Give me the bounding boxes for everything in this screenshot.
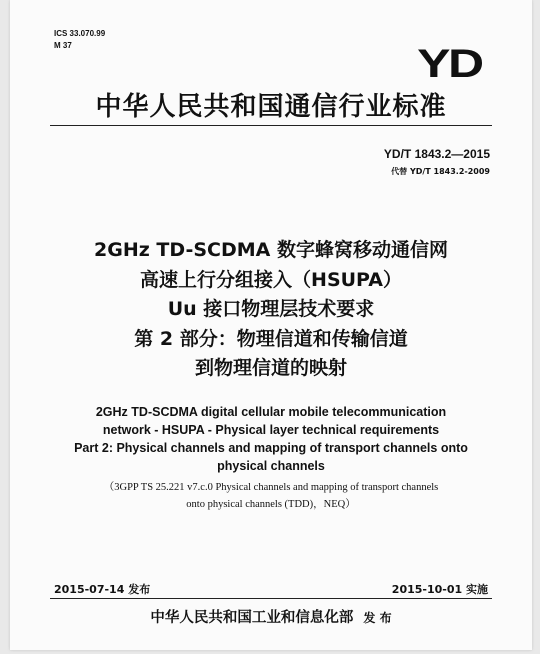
chinese-title-line: 高速上行分组接入（HSUPA） [140,268,402,291]
issuer-name: 中华人民共和国工业和信息化部 [150,610,354,626]
chinese-title [10,236,532,384]
publish-date: 2015-07-14 发布 [54,583,151,596]
chinese-title-line: 2GHz TD-SCDMA 数字蜂窝移动通信网 [94,239,448,261]
reference-note [10,479,532,513]
standard-code: YD/T 1843.2—2015 [383,147,490,161]
replaces-note: 代替 YD/T 1843.2-2009 [391,167,490,176]
english-title-line: Part 2: Physical channels and mapping of transport channels onto [74,441,468,455]
classification-code: M 37 [54,41,72,50]
chinese-title-line: 第 2 部分：物理信道和传输信道 [134,327,408,350]
standard-cover-page [10,0,532,650]
english-title [10,403,532,475]
issuer-suffix: 发 布 [363,611,392,625]
chinese-title-line: Uu 接口物理层技术要求 [167,298,375,320]
header-divider [50,125,492,126]
english-title-line: 2GHz TD-SCDMA digital cellular mobile telecommunication [95,405,447,419]
reference-line: （3GPP TS 25.221 v7.c.0 Physical channels and mapping of transport channels [103,482,439,493]
reference-line: onto physical channels (TDD)，NEQ） [186,499,356,510]
english-title-line: network - HSUPA - Physical layer technical requirements [102,423,440,437]
english-title-line: physical channels [217,459,325,473]
issuer [10,606,532,627]
ics-number: ICS 33.070.99 [54,29,106,38]
yd-logo: YD [417,42,482,86]
classification-block [54,28,105,52]
standard-type-title: 中华人民共和国通信行业标准 [95,92,447,122]
implement-date: 2015-10-01 实施 [391,583,488,596]
chinese-title-line: 到物理信道的映射 [194,357,347,379]
footer-divider [50,598,492,599]
